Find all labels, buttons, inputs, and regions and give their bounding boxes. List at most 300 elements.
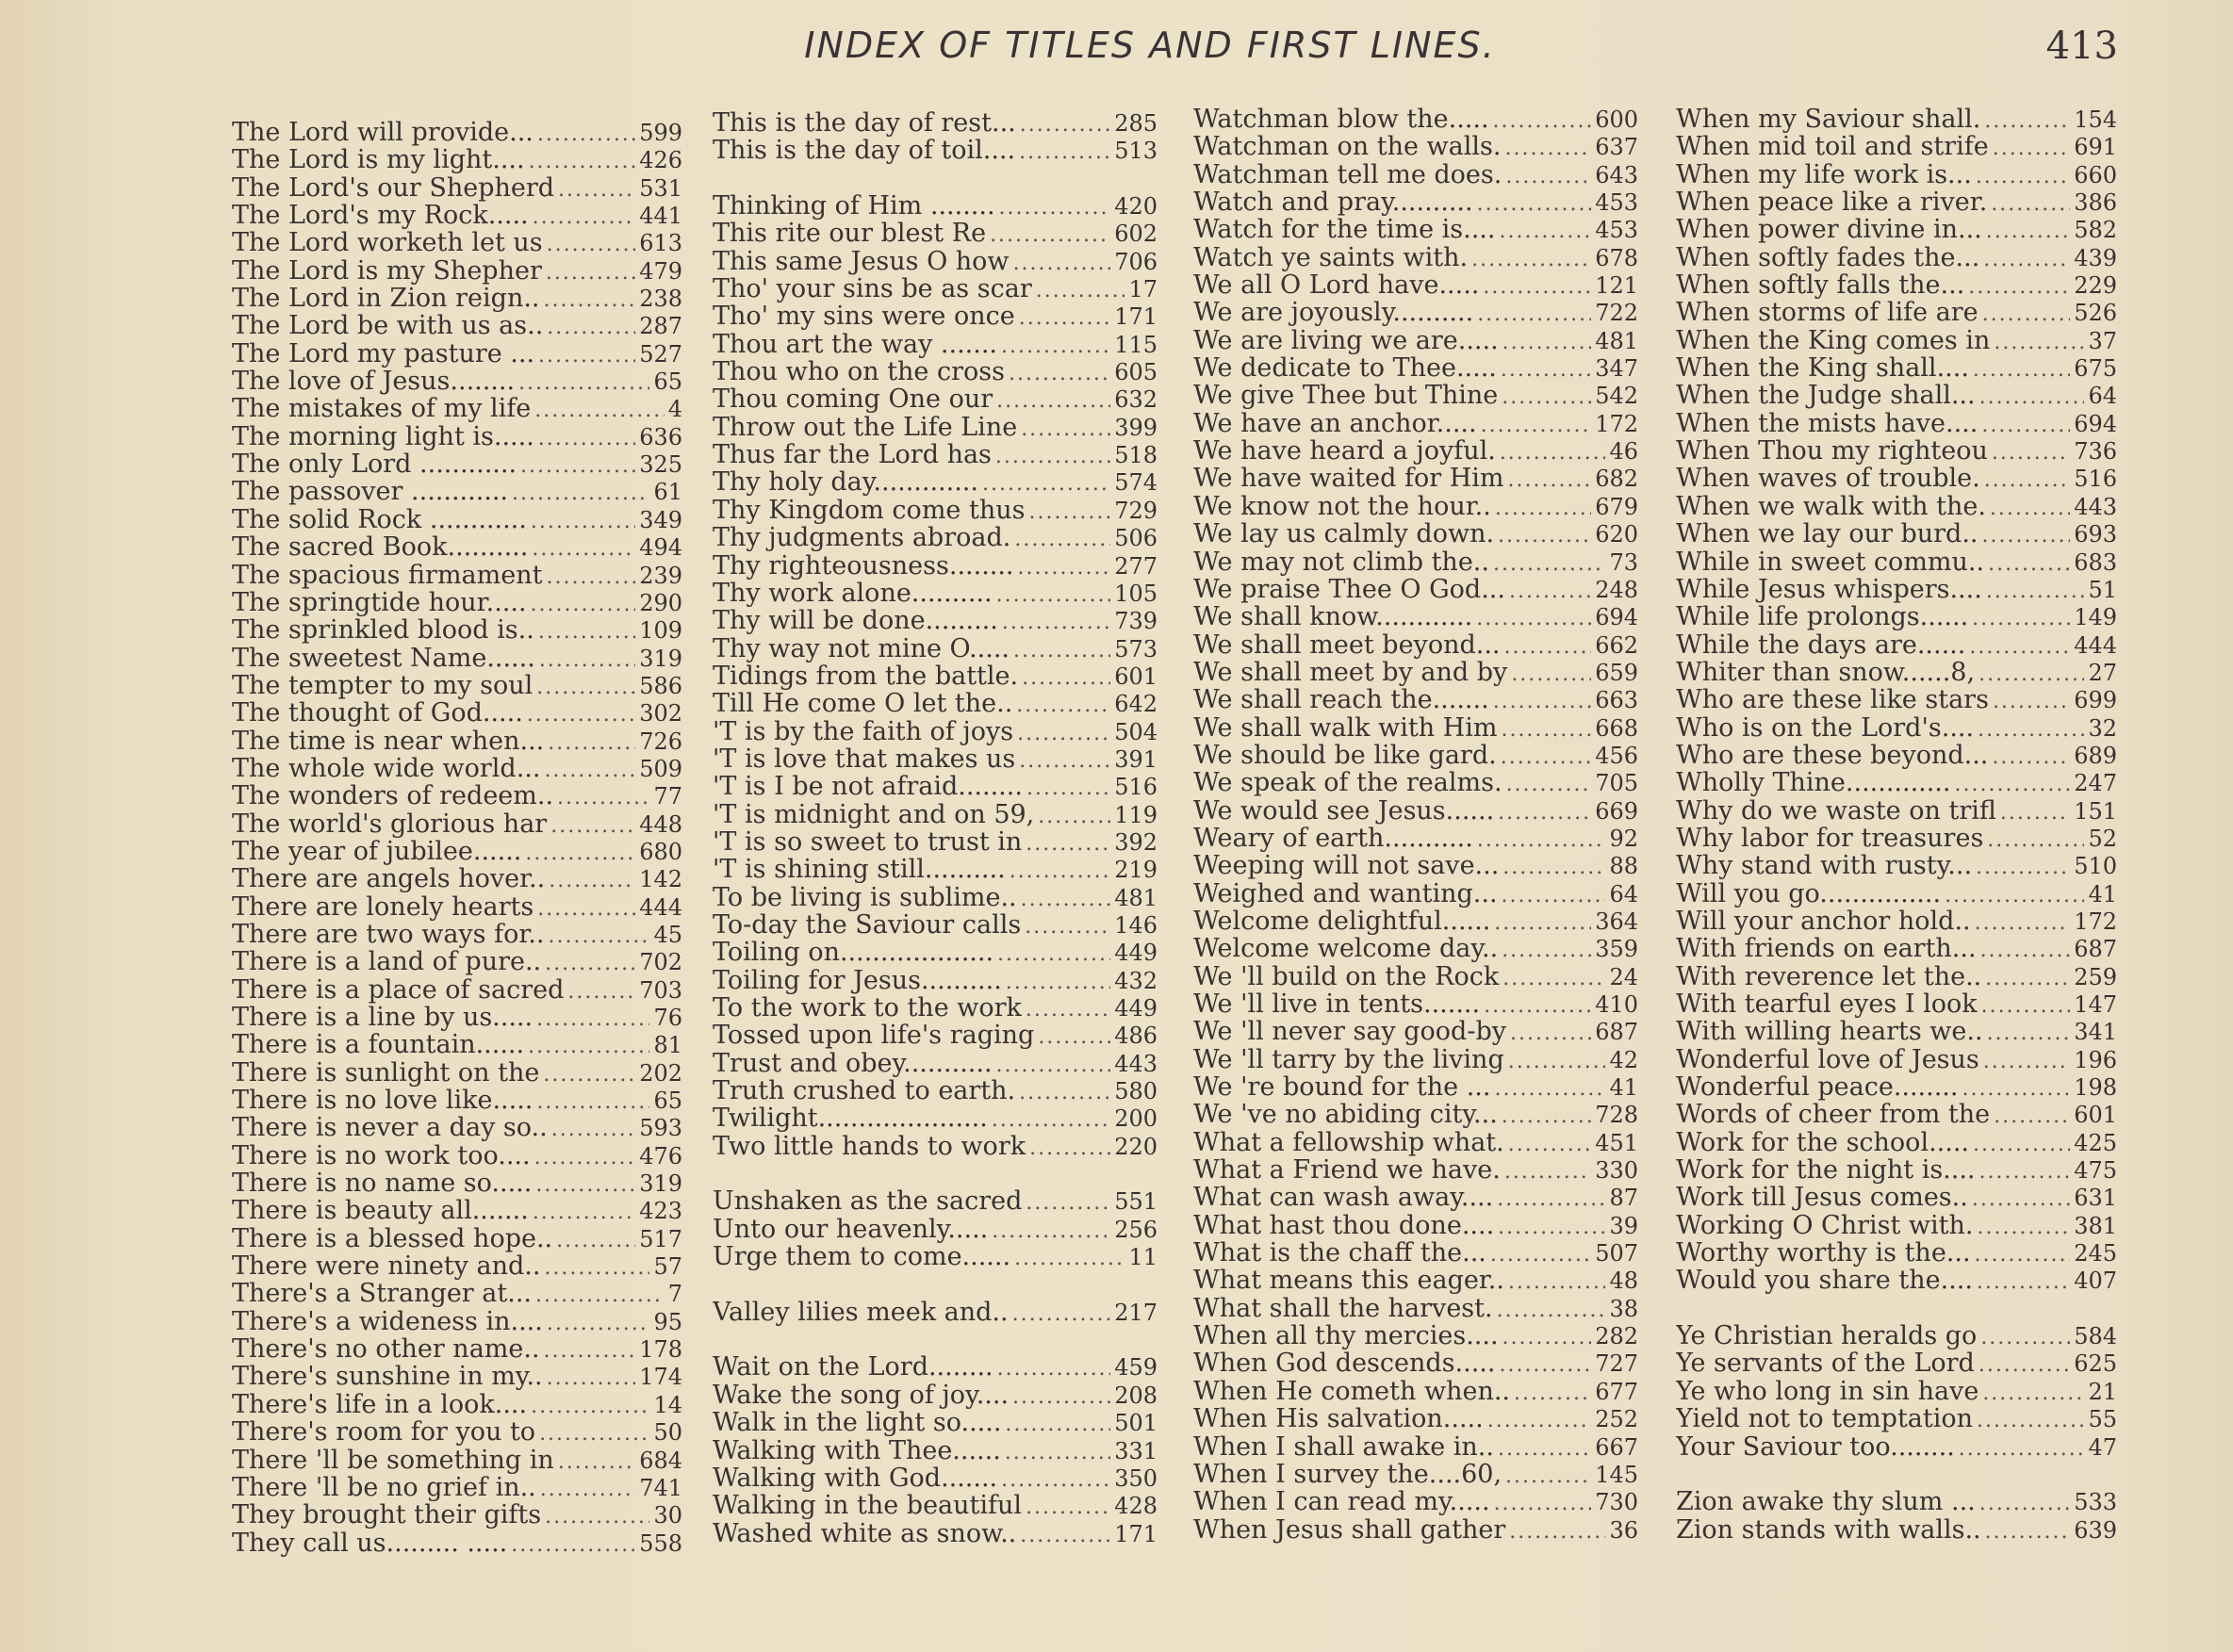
dot-leader (557, 782, 649, 810)
entry-hymn-number: 741 (639, 1474, 682, 1501)
entry-hymn-number: 449 (1114, 995, 1158, 1022)
dot-leader (528, 1031, 649, 1058)
entry-title: The solid Rock ............ (232, 505, 527, 534)
entry-hymn-number: 146 (1114, 911, 1158, 939)
dot-leader (556, 1225, 635, 1252)
index-spacer (713, 1270, 1158, 1298)
index-entry (1193, 990, 1638, 1018)
dot-leader (1495, 493, 1591, 520)
dot-leader (1026, 828, 1110, 856)
entry-title: There are two ways for.. (232, 920, 545, 949)
index-entry (232, 728, 682, 755)
dot-leader (1019, 303, 1110, 330)
dot-leader (1979, 1349, 2070, 1377)
entry-title: The mistakes of my life (232, 395, 532, 423)
entry-title: There were ninety and.. (232, 1252, 541, 1281)
index-spacer (713, 1326, 1158, 1353)
entry-hymn-number: 475 (2074, 1157, 2117, 1185)
entry-hymn-number: 699 (2074, 687, 2117, 714)
entry-title: Thou coming One our (713, 385, 993, 414)
index-entry (1193, 133, 1638, 160)
dot-leader (1502, 327, 1592, 354)
entry-hymn-number: 558 (639, 1529, 682, 1557)
index-entry (232, 589, 682, 616)
index-entry (1193, 1156, 1638, 1184)
entry-hymn-number: 174 (639, 1364, 682, 1391)
dot-leader (531, 589, 636, 616)
dot-leader (1978, 714, 2084, 742)
entry-title: We know not the hour.. (1193, 492, 1491, 521)
entry-hymn-number: 149 (2074, 604, 2117, 631)
entry-hymn-number: 691 (2074, 134, 2117, 161)
index-entry (1193, 1516, 1638, 1544)
index-spacer (1676, 1461, 2117, 1488)
dot-leader (550, 810, 635, 838)
entry-title: The Lord will provide... (232, 119, 534, 147)
index-entry (1193, 659, 1638, 686)
dot-leader (512, 478, 649, 505)
entry-title: Watch ye saints with. (1193, 243, 1469, 272)
entry-title: To-day the Saviour calls (713, 910, 1022, 940)
index-entry (713, 220, 1158, 247)
dot-leader (535, 1280, 665, 1307)
index-entry (1193, 631, 1638, 659)
entry-hymn-number: 21 (2088, 1378, 2117, 1405)
index-entry (713, 828, 1158, 856)
dot-leader (1508, 1129, 1591, 1156)
index-entry (232, 893, 682, 921)
entry-hymn-number: 45 (653, 921, 682, 948)
dot-leader (1502, 1322, 1592, 1349)
entry-hymn-number: 702 (639, 949, 682, 976)
entry-hymn-number: 637 (1595, 134, 1638, 161)
entry-title: While the days are...... (1676, 630, 1966, 659)
index-entry (713, 303, 1158, 330)
entry-title: Unto our heavenly..... (713, 1215, 989, 1244)
index-entry (713, 801, 1158, 828)
entry-hymn-number: 37 (2088, 327, 2117, 354)
entry-title: We have an anchor..... (1193, 409, 1477, 438)
index-entry (1676, 1267, 2117, 1294)
entry-hymn-number: 92 (1609, 825, 1638, 852)
dot-leader (1477, 299, 1591, 326)
index-entry (1676, 1405, 2117, 1432)
entry-title: This is the day of rest... (713, 109, 1016, 138)
dot-leader (1016, 690, 1110, 717)
dot-leader (1500, 437, 1606, 465)
dot-leader (992, 1216, 1110, 1243)
dot-leader (1945, 880, 2084, 908)
index-entry (713, 580, 1158, 607)
entry-title: Thinking of Him ........ (713, 192, 995, 221)
index-entry (232, 1447, 682, 1474)
entry-hymn-number: 551 (1114, 1188, 1158, 1216)
entry-hymn-number: 736 (2074, 438, 2117, 466)
dot-leader (1984, 106, 2070, 133)
entry-hymn-number: 347 (1595, 355, 1638, 383)
entry-hymn-number: 631 (2074, 1185, 2117, 1212)
index-entry (1193, 1295, 1638, 1322)
index-column-1 (232, 119, 682, 1557)
index-entry (232, 1335, 682, 1363)
entry-hymn-number: 364 (1595, 908, 1638, 935)
entry-title: 'T is I be not afraid........ (713, 773, 1023, 801)
index-entry (232, 174, 682, 202)
dot-leader (1982, 520, 2071, 548)
dot-leader (1979, 382, 2085, 409)
dot-leader (1985, 963, 2070, 990)
entry-title: When His salvation..... (1193, 1405, 1484, 1433)
entry-title: When softly fades the... (1676, 243, 1980, 272)
dot-leader (1019, 137, 1110, 164)
entry-title: Weary of earth........... (1193, 824, 1473, 853)
entry-hymn-number: 677 (1595, 1378, 1638, 1405)
entry-title: When power divine in... (1676, 216, 1982, 244)
entry-title: Watchman blow the..... (1193, 106, 1489, 134)
index-entry (1193, 299, 1638, 326)
entry-title: There is a blessed hope.. (232, 1224, 553, 1253)
dot-leader (532, 533, 635, 561)
index-entry (713, 358, 1158, 385)
entry-hymn-number: 178 (639, 1336, 682, 1364)
index-entry (232, 1474, 682, 1501)
entry-title: Thy holy day............. (713, 468, 978, 497)
index-entry (1193, 410, 1638, 437)
entry-title: There's sunshine in my.. (232, 1363, 543, 1391)
entry-hymn-number: 239 (639, 562, 682, 589)
index-entry (232, 533, 682, 561)
dot-leader (1471, 244, 1591, 271)
index-entry (1193, 1018, 1638, 1045)
index-entry (1676, 1488, 2117, 1515)
dot-leader (1020, 109, 1110, 137)
entry-hymn-number: 248 (1595, 576, 1638, 603)
dot-leader (1001, 331, 1110, 358)
entry-title: When Jesus shall gather (1193, 1515, 1506, 1544)
entry-hymn-number: 683 (2074, 548, 2117, 576)
dot-leader (1978, 1212, 2071, 1239)
entry-hymn-number: 439 (2074, 244, 2117, 271)
entry-title: There 'll be something in (232, 1446, 554, 1474)
entry-hymn-number: 428 (1114, 1493, 1158, 1520)
dot-leader (533, 202, 636, 229)
entry-title: There's a wideness in.... (232, 1307, 543, 1336)
index-entry (713, 773, 1158, 800)
entry-title: There are angels hover.. (232, 865, 546, 893)
entry-title: Tidings from the battle. (713, 662, 1019, 691)
entry-title: What shall the harvest. (1193, 1294, 1493, 1323)
index-entry (232, 229, 682, 256)
dot-leader (551, 1114, 635, 1141)
dot-leader (567, 976, 635, 1004)
dot-leader (539, 1418, 649, 1446)
entry-title: Truth crushed to earth. (713, 1077, 1016, 1105)
dot-leader (1502, 935, 1591, 962)
dot-leader (536, 1004, 649, 1031)
entry-hymn-number: 486 (1114, 1022, 1158, 1050)
index-entry (1193, 1212, 1638, 1239)
dot-leader (1018, 552, 1111, 580)
dot-leader (1504, 133, 1591, 160)
entry-hymn-number: 51 (2088, 576, 2117, 603)
entry-title: We shall meet beyond... (1193, 630, 1501, 659)
index-entry (232, 1114, 682, 1141)
dot-leader (1501, 742, 1591, 769)
dot-leader (1980, 935, 2071, 962)
entry-hymn-number: 245 (2074, 1240, 2117, 1268)
index-entry (713, 1299, 1158, 1326)
entry-title: Ye who long in sin have (1676, 1377, 1979, 1406)
entry-hymn-number: 331 (1114, 1437, 1158, 1464)
dot-leader (1501, 714, 1591, 742)
entry-hymn-number: 50 (653, 1419, 682, 1447)
entry-title: We have heard a joyful. (1193, 437, 1496, 466)
entry-title: The sweetest Name...... (232, 644, 535, 672)
entry-title: 'T is by the faith of joys (713, 717, 1014, 745)
entry-title: The passover ............ (232, 478, 509, 506)
index-entry (713, 1022, 1158, 1049)
entry-title: The wonders of redeem.. (232, 782, 554, 810)
index-entry (1193, 1239, 1638, 1267)
dot-leader (1493, 548, 1605, 576)
dot-leader (1502, 852, 1605, 879)
entry-title: This is the day of toil.... (713, 137, 1016, 165)
entry-hymn-number: 420 (1114, 193, 1158, 221)
entry-title: The Lord be with us as.. (232, 312, 544, 340)
entry-title: We 're bound for the ... (1193, 1073, 1491, 1102)
entry-title: When peace like a river. (1676, 188, 1988, 217)
entry-hymn-number: 381 (2074, 1212, 2117, 1239)
entry-hymn-number: 663 (1595, 687, 1638, 714)
entry-hymn-number: 593 (639, 1115, 682, 1142)
entry-hymn-number: 516 (2074, 466, 2117, 493)
index-entry (1676, 1101, 2117, 1128)
index-entry (713, 1104, 1158, 1132)
index-entry (232, 1418, 682, 1446)
index-entry (713, 1520, 1158, 1547)
dot-leader (1976, 161, 2070, 188)
entry-hymn-number: 476 (639, 1142, 682, 1169)
dot-leader (1506, 769, 1592, 796)
dot-leader (545, 948, 635, 975)
entry-hymn-number: 527 (639, 340, 682, 368)
dot-leader (1984, 465, 2071, 492)
entry-title: Will you go............... (1676, 879, 1942, 908)
dot-leader (1006, 967, 1110, 994)
entry-title: Work for the school..... (1676, 1128, 1969, 1157)
entry-title: Thy work alone.......... (713, 579, 993, 608)
dot-leader (544, 1252, 649, 1280)
dot-leader (543, 1059, 635, 1087)
index-entry (232, 755, 682, 782)
entry-title: We 'll tarry by the living (1193, 1045, 1504, 1074)
dot-leader (1010, 856, 1111, 883)
entry-hymn-number: 669 (1595, 797, 1638, 825)
dot-leader (992, 1104, 1110, 1132)
dot-leader (1002, 607, 1110, 634)
index-entry (1676, 216, 2117, 243)
dot-leader (537, 893, 635, 921)
dot-leader (536, 1087, 649, 1114)
entry-hymn-number: 217 (1114, 1299, 1158, 1326)
index-entry (232, 976, 682, 1004)
index-entry (713, 662, 1158, 690)
index-entry (232, 368, 682, 395)
entry-hymn-number: 287 (639, 313, 682, 340)
index-entry (1193, 1046, 1638, 1073)
entry-title: There is a fountain...... (232, 1031, 525, 1059)
entry-hymn-number: 171 (1114, 303, 1158, 331)
index-spacer (713, 1160, 1158, 1187)
index-entry (1676, 963, 2117, 990)
dot-leader (1502, 963, 1605, 990)
entry-hymn-number: 451 (1595, 1129, 1638, 1156)
entry-title: Watchman on the walls. (1193, 133, 1502, 161)
index-entry (232, 450, 682, 478)
dot-leader (1986, 216, 2070, 243)
entry-hymn-number: 109 (639, 617, 682, 645)
dot-leader (1005, 1437, 1110, 1464)
entry-hymn-number: 76 (653, 1005, 682, 1031)
entry-hymn-number: 302 (639, 700, 682, 728)
dot-leader (1979, 659, 2084, 686)
index-entry (1193, 520, 1638, 548)
entry-title: Washed white as snow.. (713, 1519, 1017, 1547)
index-entry (232, 257, 682, 285)
dot-leader (1987, 825, 2084, 852)
dot-leader (1012, 1299, 1111, 1326)
entry-title: We speak of the realms. (1193, 769, 1502, 797)
entry-hymn-number: 386 (2074, 189, 2117, 217)
entry-title: When the King comes in (1676, 326, 1991, 355)
dot-leader (1029, 1133, 1110, 1160)
entry-title: They call us......... ..... (232, 1529, 508, 1557)
entry-title: Why labor for treasures (1676, 824, 1984, 853)
dot-leader (996, 580, 1111, 607)
dot-leader (545, 1501, 649, 1529)
entry-title: There is a line by us..... (232, 1004, 534, 1032)
entry-hymn-number: 119 (1114, 801, 1158, 828)
index-entry (1193, 797, 1638, 825)
entry-hymn-number: 407 (2074, 1268, 2117, 1295)
entry-title: Work till Jesus comes.. (1676, 1184, 1968, 1212)
entry-hymn-number: 667 (1595, 1433, 1638, 1461)
index-entry (1193, 714, 1638, 742)
entry-hymn-number: 722 (1595, 300, 1638, 327)
index-entry (232, 1501, 682, 1529)
entry-hymn-number: 55 (2088, 1406, 2117, 1433)
index-entry (1193, 686, 1638, 713)
entry-title: Walk in the light so..... (713, 1409, 1002, 1437)
entry-title: Walking with Thee...... (713, 1436, 1001, 1464)
entry-hymn-number: 689 (2074, 742, 2117, 769)
entry-title: 'T is love that makes us (713, 744, 1016, 774)
index-entry (1193, 880, 1638, 908)
index-entry (1676, 1046, 2117, 1073)
dot-leader (536, 672, 635, 699)
index-entry (713, 635, 1158, 662)
entry-hymn-number: 449 (1114, 940, 1158, 967)
entry-hymn-number: 196 (2074, 1046, 2117, 1073)
entry-hymn-number: 459 (1114, 1354, 1158, 1382)
index-entry (1676, 1018, 2117, 1045)
entry-title: This same Jesus O how (713, 247, 1010, 276)
entry-title: The year of jubilee...... (232, 837, 522, 866)
index-entry (1193, 1267, 1638, 1294)
dot-leader (1986, 576, 2085, 603)
entry-hymn-number: 46 (1609, 438, 1638, 466)
entry-hymn-number: 679 (1595, 493, 1638, 520)
entry-hymn-number: 41 (1609, 1074, 1638, 1102)
index-entry (1193, 1461, 1638, 1488)
index-entry (1193, 216, 1638, 243)
index-entry (1676, 990, 2117, 1018)
entry-hymn-number: 121 (1595, 272, 1638, 300)
entry-hymn-number: 504 (1114, 718, 1158, 745)
entry-hymn-number: 325 (639, 451, 682, 479)
entry-title: Wonderful love of Jesus (1676, 1045, 1979, 1074)
entry-title: Thy way not mine O..... (713, 634, 1010, 662)
index-spacer (1676, 1295, 2117, 1322)
index-entry (232, 1391, 682, 1418)
entry-title: There is a place of sacred (232, 975, 565, 1004)
index-entry (1676, 714, 2117, 742)
index-entry (1193, 437, 1638, 465)
dot-leader (1025, 911, 1110, 939)
entry-title: Walking in the beautiful (713, 1492, 1023, 1520)
entry-title: Trust and obey........... (713, 1049, 993, 1078)
index-entry (1676, 769, 2117, 796)
page-title: INDEX OF TITLES AND FIRST LINES. (804, 25, 1496, 66)
dot-leader (1980, 1322, 2070, 1349)
entry-hymn-number: 675 (2074, 355, 2117, 383)
dot-leader (1476, 603, 1591, 630)
entry-title: The Lord worketh let us (232, 229, 543, 257)
entry-hymn-number: 501 (1114, 1410, 1158, 1437)
entry-title: The world's glorious har (232, 810, 548, 838)
index-entry (232, 1031, 682, 1058)
entry-title: We should be like gard. (1193, 741, 1497, 770)
entry-hymn-number: 172 (2074, 908, 2117, 935)
dot-leader (1994, 327, 2084, 354)
entry-title: There's a Stranger at... (232, 1280, 532, 1308)
dot-leader (527, 699, 635, 727)
dot-leader (544, 1335, 636, 1363)
index-entry (713, 1050, 1158, 1077)
entry-hymn-number: 48 (1609, 1268, 1638, 1295)
entry-title: This rite our blest Re (713, 220, 987, 248)
index-entry (713, 607, 1158, 634)
index-entry (232, 1087, 682, 1114)
index-entry (1676, 465, 2117, 492)
entry-title: Would you share the.... (1676, 1267, 1973, 1295)
entry-hymn-number: 142 (639, 866, 682, 893)
entry-hymn-number: 684 (639, 1447, 682, 1474)
entry-title: Your Saviour too........ (1676, 1432, 1955, 1461)
index-entry (1676, 327, 2117, 354)
dot-leader (1498, 797, 1591, 825)
dot-leader (1038, 801, 1110, 828)
entry-hymn-number: 95 (653, 1308, 682, 1335)
entry-hymn-number: 706 (1114, 248, 1158, 275)
entry-title: We praise Thee O God... (1193, 575, 1505, 604)
index-entry (1193, 1405, 1638, 1432)
entry-title: When the Judge shall... (1676, 382, 1976, 410)
entry-hymn-number: 32 (2088, 714, 2117, 742)
index-entry (1193, 1378, 1638, 1405)
entry-hymn-number: 24 (1609, 963, 1638, 990)
dot-leader (1983, 1046, 2070, 1073)
